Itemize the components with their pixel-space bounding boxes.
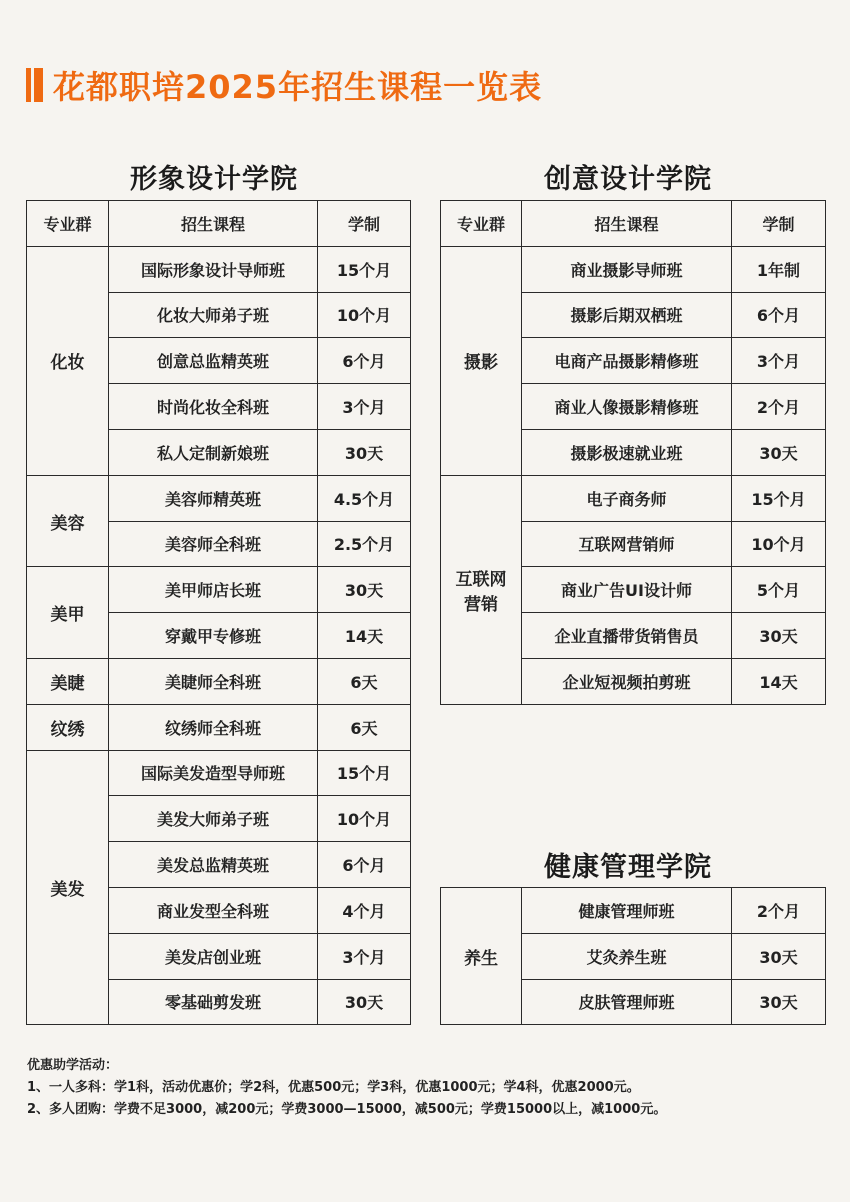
table-row (27, 567, 411, 613)
duration-cell: 4.5个月 (318, 475, 411, 521)
course-cell: 化妆大师弟子班 (109, 292, 318, 338)
promotion-item: 2、多人团购：学费不足3000，减200元；学费3000—15000，减500元；学费15000以上，减1000元。 (27, 1102, 667, 1117)
group-cell: 纹绣 (27, 704, 109, 750)
duration-cell: 10个月 (318, 796, 411, 842)
column-header-group: 专业群 (27, 201, 109, 247)
duration-cell: 5个月 (732, 567, 826, 613)
course-cell: 国际形象设计导师班 (109, 246, 318, 292)
duration-cell: 14天 (318, 613, 411, 659)
column-header-course: 招生课程 (522, 201, 732, 247)
course-cell: 皮肤管理师班 (522, 979, 732, 1025)
page-header (26, 62, 542, 108)
duration-cell: 30天 (732, 933, 826, 979)
group-cell (441, 475, 522, 704)
column-header-duration: 学制 (732, 201, 826, 247)
duration-cell: 3个月 (318, 384, 411, 430)
duration-cell: 15个月 (732, 475, 826, 521)
creative-college-table (440, 200, 826, 705)
duration-cell: 14天 (732, 658, 826, 704)
group-cell: 美容 (27, 475, 109, 567)
image-college-table (26, 200, 411, 1025)
table-row (27, 704, 411, 750)
group-cell: 摄影 (441, 246, 522, 475)
course-cell: 纹绣师全科班 (109, 704, 318, 750)
group-cell: 美睫 (27, 658, 109, 704)
table-row (441, 246, 826, 292)
column-header-group: 专业群 (441, 201, 522, 247)
course-cell: 美睫师全科班 (109, 658, 318, 704)
creative-college-title: 创意设计学院 (544, 164, 712, 195)
course-cell: 电子商务师 (522, 475, 732, 521)
course-cell: 时尚化妆全科班 (109, 384, 318, 430)
duration-cell: 30天 (732, 979, 826, 1025)
table-row (27, 750, 411, 796)
duration-cell: 2个月 (732, 888, 826, 934)
course-cell: 商业广告UI设计师 (522, 567, 732, 613)
table-row (27, 658, 411, 704)
duration-cell: 10个月 (732, 521, 826, 567)
promotion-notes (27, 1055, 666, 1121)
course-cell: 私人定制新娘班 (109, 429, 318, 475)
course-cell: 摄影后期双栖班 (522, 292, 732, 338)
duration-cell: 30天 (732, 613, 826, 659)
promotion-item: 1、一人多科：学1科，活动优惠价；学2科，优惠500元；学3科，优惠1000元；学4科，优惠2000元。 (27, 1080, 640, 1095)
table-row (441, 475, 826, 521)
course-cell: 商业人像摄影精修班 (522, 384, 732, 430)
duration-cell: 15个月 (318, 750, 411, 796)
duration-cell: 6天 (318, 704, 411, 750)
course-cell: 美甲师店长班 (109, 567, 318, 613)
course-cell: 创意总监精英班 (109, 338, 318, 384)
title-accent-bars (26, 68, 43, 102)
group-cell-line: 互联网 (455, 569, 507, 590)
health-college-table (440, 887, 826, 1025)
duration-cell: 30天 (318, 567, 411, 613)
health-college-title: 健康管理学院 (544, 852, 712, 883)
duration-cell: 6个月 (318, 338, 411, 384)
group-cell: 美甲 (27, 567, 109, 659)
course-cell: 美发大师弟子班 (109, 796, 318, 842)
image-college-title: 形象设计学院 (130, 164, 298, 195)
course-cell: 企业短视频拍剪班 (522, 658, 732, 704)
course-cell: 美发店创业班 (109, 933, 318, 979)
duration-cell: 30天 (732, 429, 826, 475)
duration-cell: 6个月 (732, 292, 826, 338)
column-header-course: 招生课程 (109, 201, 318, 247)
duration-cell: 3个月 (732, 338, 826, 384)
course-cell: 国际美发造型导师班 (109, 750, 318, 796)
group-cell: 美发 (27, 750, 109, 1025)
course-cell: 商业摄影导师班 (522, 246, 732, 292)
column-header-duration: 学制 (318, 201, 411, 247)
course-cell: 互联网营销师 (522, 521, 732, 567)
course-cell: 艾灸养生班 (522, 933, 732, 979)
duration-cell: 30天 (318, 429, 411, 475)
course-cell: 美发总监精英班 (109, 842, 318, 888)
course-cell: 零基础剪发班 (109, 979, 318, 1025)
duration-cell: 1年制 (732, 246, 826, 292)
duration-cell: 2.5个月 (318, 521, 411, 567)
duration-cell: 10个月 (318, 292, 411, 338)
duration-cell: 6个月 (318, 842, 411, 888)
group-cell-line: 营销 (464, 594, 498, 615)
page-title: 花都职培2025年招生课程一览表 (53, 68, 543, 106)
duration-cell: 15个月 (318, 246, 411, 292)
duration-cell: 4个月 (318, 887, 411, 933)
course-cell: 穿戴甲专修班 (109, 613, 318, 659)
duration-cell: 2个月 (732, 384, 826, 430)
duration-cell: 6天 (318, 658, 411, 704)
group-cell: 化妆 (27, 246, 109, 475)
group-cell: 养生 (441, 888, 522, 1025)
course-cell: 美容师精英班 (109, 475, 318, 521)
duration-cell: 3个月 (318, 933, 411, 979)
course-cell: 美容师全科班 (109, 521, 318, 567)
table-row (441, 888, 826, 934)
course-cell: 企业直播带货销售员 (522, 613, 732, 659)
course-cell: 电商产品摄影精修班 (522, 338, 732, 384)
table-row (27, 246, 411, 292)
table-row (27, 475, 411, 521)
duration-cell: 30天 (318, 979, 411, 1025)
course-cell: 商业发型全科班 (109, 887, 318, 933)
course-cell: 摄影极速就业班 (522, 429, 732, 475)
course-cell: 健康管理师班 (522, 888, 732, 934)
promotion-heading: 优惠助学活动： (27, 1058, 119, 1073)
